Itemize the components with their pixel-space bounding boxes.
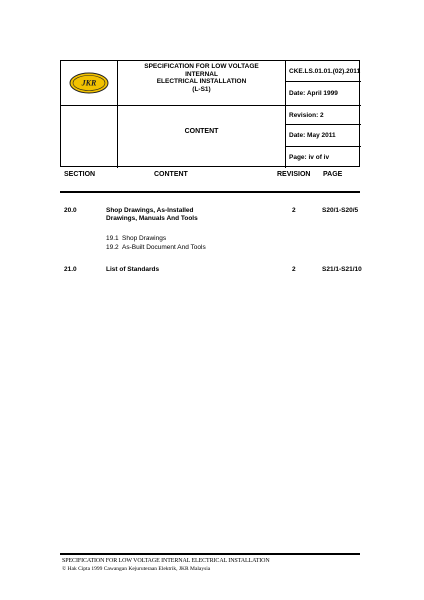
revision-number: Revision: 2 [286,106,361,125]
document-header-table [60,60,360,167]
col-content-heading: CONTENT [154,171,188,178]
entry-section-number: 20.0 [64,207,77,214]
document-title [118,61,285,93]
footer-copyright: © Hak Cipta 1999 Cawangan Kejuruteraan Elektrik, JKR Malaysia [62,566,211,572]
entry-page-range: S21/1-S21/10 [322,266,362,273]
jkr-logo-icon [69,72,109,94]
title-cell [118,61,286,106]
col-section-heading: SECTION [64,171,96,178]
col-revision-heading: REVISION [277,171,311,178]
logo-cell [61,61,118,106]
sub-entry-number: 19.2 [106,244,119,251]
title-line: INTERNAL [185,70,218,78]
logo-text: JKR [81,78,97,88]
entry-title-line: Shop Drawings, As-Installed [106,207,194,214]
doc-number: CKE.LS.01.01.(02).2011 [286,61,361,82]
entry-revision: 2 [292,207,296,214]
title-line: ELECTRICAL INSTALLATION [156,78,247,85]
date-revision: Date: May 2011 [286,125,361,147]
content-cell [118,106,286,168]
page-number: Page: iv of iv [289,154,330,161]
entry-title-line: Drawings, Manuals And Tools [106,215,198,222]
date-first-issue: Date: April 1999 [286,82,361,106]
content-label: CONTENT [184,128,219,135]
footer-title: SPECIFICATION FOR LOW VOLTAGE INTERNAL ELECTRICAL INSTALLATION [62,558,270,564]
sub-entry-number: 19.1 [106,235,119,242]
footer-rule [60,553,360,555]
entry-title-line: List of Standards [106,266,160,273]
title-line: SPECIFICATION FOR LOW VOLTAGE [144,63,259,70]
sub-entry-label: Shop Drawings [122,235,167,242]
col-page-heading: PAGE [323,171,343,178]
sub-entry-label: As-Built Document And Tools [122,244,206,251]
heading-rule [60,191,360,193]
title-line: (L-S1) [192,85,211,93]
entry-page-range: S20/1-S20/5 [322,207,359,214]
entry-section-number: 21.0 [64,266,77,273]
logo-cell-lower [61,106,118,168]
entry-revision: 2 [292,266,296,273]
